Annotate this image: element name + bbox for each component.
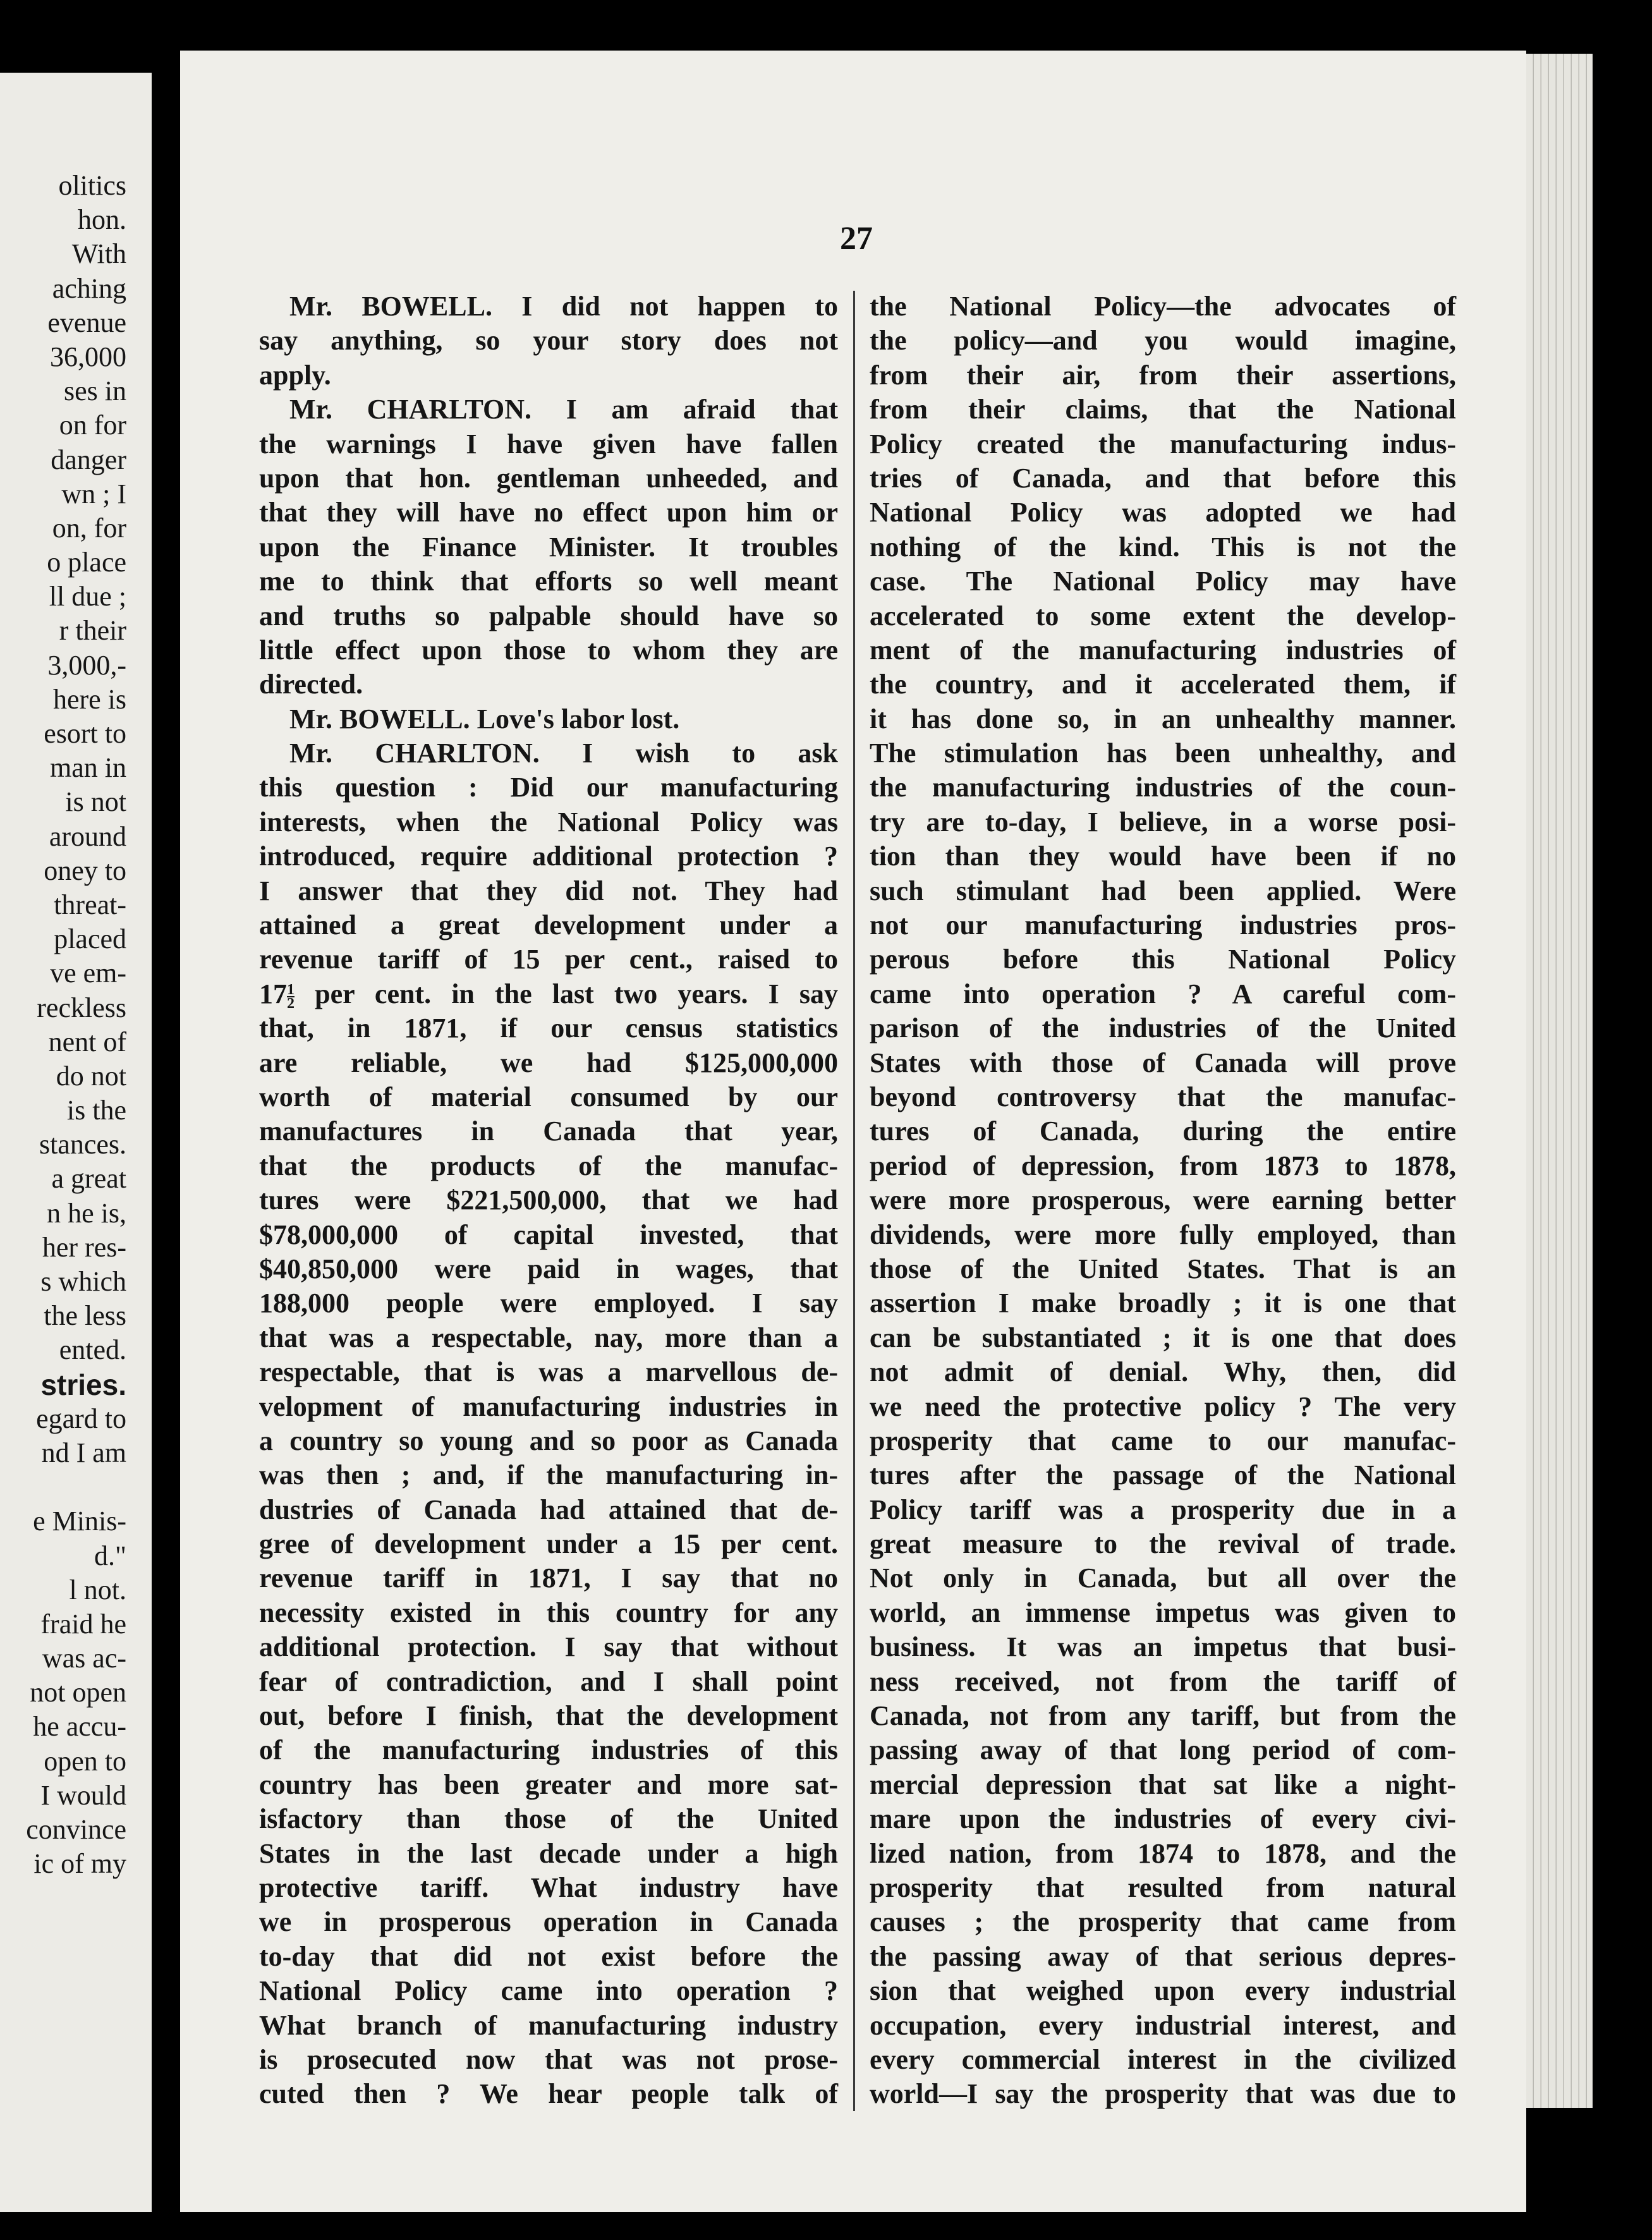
text-line: isfactory than those of the United: [259, 1803, 838, 1835]
facing-page-line: ll due ;: [49, 581, 126, 612]
text-line: passing away of that long period of com-: [870, 1734, 1456, 1766]
text-line: 188,000 people were employed. I say: [259, 1287, 838, 1319]
facing-page-line: threat-: [54, 889, 126, 920]
text-line: mare upon the industries of every civi-: [870, 1803, 1456, 1835]
text-line: that was a respectable, nay, more than a: [259, 1322, 838, 1353]
text-line: that they will have no effect upon him or: [259, 497, 838, 528]
page-number: 27: [840, 221, 873, 257]
facing-page-line: placed: [54, 923, 126, 955]
text-line-fraction: [259, 977, 838, 1011]
text-line: we need the protective policy ? The very: [870, 1391, 1456, 1422]
facing-page-line: ses in: [64, 375, 126, 407]
facing-page-line: d.": [94, 1540, 126, 1571]
fraction-prefix: 17: [259, 978, 287, 1009]
text-line: States in the last decade under a high: [259, 1837, 838, 1869]
facing-page-line: is not: [65, 786, 126, 818]
text-line: Mr. CHARLTON. I am afraid that: [289, 394, 838, 425]
facing-page-line: stances.: [39, 1129, 126, 1160]
text-line: from their air, from their assertions,: [870, 359, 1456, 391]
text-line: the manufacturing industries of the coun-: [870, 772, 1456, 803]
facing-page-line: ve em-: [50, 958, 126, 989]
text-line: out, before I finish, that the development: [259, 1700, 838, 1732]
facing-page-line: the less: [44, 1300, 126, 1332]
text-line: every commercial interest in the civilized: [870, 2043, 1456, 2075]
text-line: to-day that did not exist before the: [259, 1940, 838, 1972]
text-line: of the manufacturing industries of this: [259, 1734, 838, 1766]
facing-page-text: [0, 169, 126, 1881]
text-line: apply.: [259, 359, 331, 391]
text-line: the National Policy—the advocates of: [870, 291, 1456, 322]
text-line: States with those of Canada will prove: [870, 1047, 1456, 1078]
text-line: velopment of manufacturing industries in: [259, 1391, 838, 1422]
text-line: world, an immense impetus was given to: [870, 1597, 1456, 1628]
text-line: a country so young and so poor as Canada: [259, 1425, 838, 1456]
text-line: those of the United States. That is an: [870, 1253, 1456, 1284]
facing-page-line: aching: [52, 272, 126, 304]
text-line: respectable, that is was a marvellous de-: [259, 1356, 838, 1388]
text-line: Mr. CHARLTON. I wish to ask: [289, 738, 838, 769]
text-line: revenue tariff in 1871, I say that no: [259, 1562, 838, 1594]
facing-page-line: olitics: [58, 170, 126, 201]
text-column-left: [259, 289, 838, 2112]
text-line: additional protection. I say that without: [259, 1631, 838, 1663]
text-line: came into operation ? A careful com-: [870, 978, 1456, 1009]
facing-page-line: s which: [40, 1266, 126, 1297]
text-line: prosperity that came to our manufac-: [870, 1425, 1456, 1456]
text-line: ment of the manufacturing industries of: [870, 634, 1456, 666]
text-line: worth of material consumed by our: [259, 1081, 838, 1112]
text-line: are reliable, we had $125,000,000: [259, 1047, 838, 1078]
text-line: beyond controversy that the manufac-: [870, 1081, 1456, 1112]
facing-page-line: ic of my: [33, 1848, 126, 1880]
text-line: ness received, not from the tariff of: [870, 1665, 1456, 1697]
facing-page-line: ented.: [59, 1334, 126, 1366]
text-line: try are to-day, I believe, in a worse posi-: [870, 806, 1456, 837]
text-line: great measure to the revival of trade.: [870, 1528, 1456, 1560]
text-line: case. The National Policy may have: [870, 566, 1456, 597]
facing-page-line: open to: [44, 1745, 126, 1777]
page-edges: [1526, 54, 1593, 2108]
text-line: the policy—and you would imagine,: [870, 325, 1456, 356]
fraction-numerator: 1: [287, 981, 295, 998]
text-line: perous before this National Policy: [870, 944, 1456, 975]
text-line: upon that hon. gentleman unheeded, and: [259, 462, 838, 494]
facing-page-line: convince: [26, 1814, 126, 1845]
text-line: country has been greater and more sat-: [259, 1768, 838, 1800]
facing-page-line: on for: [59, 410, 126, 441]
facing-page-line: 3,000,-: [47, 649, 126, 681]
text-line: The stimulation has been unhealthy, and: [870, 738, 1456, 769]
text-line: tures were $221,500,000, that we had: [259, 1184, 838, 1216]
text-column-right: [870, 289, 1456, 2112]
text-line: cuted then ? We hear people talk of: [259, 2078, 838, 2110]
text-line: National Policy came into operation ?: [259, 1975, 838, 2007]
facing-page-line: With: [71, 238, 126, 270]
facing-page-line: man in: [50, 752, 126, 784]
text-line: nothing of the kind. This is not the: [870, 531, 1456, 563]
facing-page-line: egard to: [36, 1403, 126, 1434]
text-line: were more prosperous, were earning better: [870, 1184, 1456, 1216]
facing-page-line: l not.: [69, 1574, 126, 1605]
text-line: the warnings I have given have fallen: [259, 428, 838, 460]
fraction-suffix: per cent. in the last two years. I say: [295, 978, 838, 1009]
facing-page-line: r their: [59, 615, 126, 647]
facing-page-line: reckless: [37, 992, 126, 1023]
facing-page-line: n he is,: [47, 1197, 126, 1229]
facing-page-line: nent of: [48, 1026, 126, 1057]
text-line: dustries of Canada had attained that de-: [259, 1494, 838, 1525]
text-line: tures after the passage of the National: [870, 1459, 1456, 1491]
text-line: it has done so, in an unhealthy manner.: [870, 703, 1456, 734]
text-line: $78,000,000 of capital invested, that: [259, 1219, 838, 1250]
text-line: this question : Did our manufacturing: [259, 772, 838, 803]
text-line: can be substantiated ; it is one that does: [870, 1322, 1456, 1353]
facing-page-line: not open: [30, 1677, 126, 1708]
text-line: from their claims, that the National: [870, 394, 1456, 425]
text-line: occupation, every industrial interest, and: [870, 2009, 1456, 2041]
text-line: parison of the industries of the United: [870, 1013, 1456, 1044]
facing-page-line: 36,000: [50, 341, 126, 372]
text-line: What branch of manufacturing industry: [259, 2009, 838, 2041]
text-line: necessity existed in this country for any: [259, 1597, 838, 1628]
text-line: Mr. BOWELL. I did not happen to: [289, 291, 838, 322]
facing-page-line: [0, 1470, 126, 1504]
fraction-denominator: 2: [287, 995, 295, 1012]
text-line: fear of contradiction, and I shall point: [259, 1665, 838, 1697]
text-line: interests, when the National Policy was: [259, 806, 838, 837]
facing-page-line: on, for: [52, 512, 126, 544]
facing-page-line: a great: [51, 1163, 126, 1195]
text-line: me to think that efforts so well meant: [259, 566, 838, 597]
facing-page-line: around: [49, 820, 126, 852]
text-line: tries of Canada, and that before this: [870, 462, 1456, 494]
text-line: Mr. BOWELL. Love's labor lost.: [289, 703, 680, 734]
text-line: such stimulant had been applied. Were: [870, 875, 1456, 906]
text-line: mercial depression that sat like a night-: [870, 1768, 1456, 1800]
text-line: causes ; the prosperity that came from: [870, 1906, 1456, 1938]
facing-page-line: e Minis-: [33, 1506, 126, 1537]
facing-page-line: was ac-: [42, 1643, 126, 1674]
text-line: $40,850,000 were paid in wages, that: [259, 1253, 838, 1284]
facing-page-line: oney to: [44, 855, 126, 886]
facing-page-line: wn ; I: [61, 478, 126, 509]
text-line: the passing away of that serious depres-: [870, 1940, 1456, 1972]
text-line: we in prosperous operation in Canada: [259, 1906, 838, 1938]
facing-page-line: is the: [66, 1095, 126, 1126]
text-line: and truths so palpable should have so: [259, 600, 838, 631]
text-line: protective tariff. What industry have: [259, 1872, 838, 1903]
facing-page-line: o place: [47, 547, 126, 578]
column-divider: [853, 291, 855, 2111]
text-line: lized nation, from 1874 to 1878, and the: [870, 1837, 1456, 1869]
text-line: gree of development under a 15 per cent.: [259, 1528, 838, 1560]
facing-page-line: nd I am: [41, 1437, 126, 1468]
text-line: not admit of denial. Why, then, did: [870, 1356, 1456, 1388]
text-line: tures of Canada, during the entire: [870, 1116, 1456, 1147]
text-line: little effect upon those to whom they are: [259, 634, 838, 666]
text-line: the country, and it accelerated them, if: [870, 669, 1456, 700]
facing-page-line: fraid he: [40, 1608, 126, 1640]
text-line: that the products of the manufac-: [259, 1150, 838, 1181]
book-gutter: [152, 73, 180, 2212]
facing-page-line: esort to: [44, 718, 126, 749]
text-line: is prosecuted now that was not prose-: [259, 2043, 838, 2075]
facing-page-fragment: [0, 73, 152, 2212]
text-line: world—I say the prosperity that was due to: [870, 2078, 1456, 2110]
text-line: Policy tariff was a prosperity due in a: [870, 1494, 1456, 1525]
text-line: Policy created the manufacturing indus-: [870, 428, 1456, 460]
text-line: that, in 1871, if our census statistics: [259, 1013, 838, 1044]
text-line: sion that weighed upon every industrial: [870, 1975, 1456, 2007]
facing-page-line: here is: [52, 683, 126, 715]
text-line: manufactures in Canada that year,: [259, 1116, 838, 1147]
text-line: not our manufacturing industries pros-: [870, 910, 1456, 941]
facing-page-line: do not: [56, 1060, 126, 1092]
facing-page-line: danger: [51, 444, 126, 475]
text-line: period of depression, from 1873 to 1878,: [870, 1150, 1456, 1181]
text-line: business. It was an impetus that busi-: [870, 1631, 1456, 1663]
text-line: Canada, not from any tariff, but from the: [870, 1700, 1456, 1732]
text-line: was then ; and, if the manufacturing in-: [259, 1459, 838, 1491]
text-line: dividends, were more fully employed, than: [870, 1219, 1456, 1250]
facing-page-line: her res-: [42, 1231, 126, 1263]
text-line: revenue tariff of 15 per cent., raised to: [259, 944, 838, 975]
text-line: attained a great development under a: [259, 910, 838, 941]
text-line: I answer that they did not. They had: [259, 875, 838, 906]
text-line: accelerated to some extent the develop-: [870, 600, 1456, 631]
text-line: directed.: [259, 669, 363, 700]
fraction-half: [287, 983, 295, 1010]
facing-page-line: I would: [40, 1779, 126, 1811]
text-line: upon the Finance Minister. It troubles: [259, 531, 838, 563]
text-line: say anything, so your story does not: [259, 325, 838, 356]
text-line: National Policy was adopted we had: [870, 497, 1456, 528]
text-line: introduced, require additional protection ?: [259, 841, 838, 872]
text-line: assertion I make broadly ; it is one that: [870, 1287, 1456, 1319]
text-line: prosperity that resulted from natural: [870, 1872, 1456, 1903]
text-line: Not only in Canada, but all over the: [870, 1562, 1456, 1594]
facing-page-line: he accu-: [33, 1711, 126, 1743]
facing-page-line: hon.: [78, 204, 126, 236]
facing-page-line: evenue: [47, 307, 126, 338]
facing-page-line: stries.: [40, 1368, 126, 1401]
text-line: tion than they would have been if no: [870, 841, 1456, 872]
